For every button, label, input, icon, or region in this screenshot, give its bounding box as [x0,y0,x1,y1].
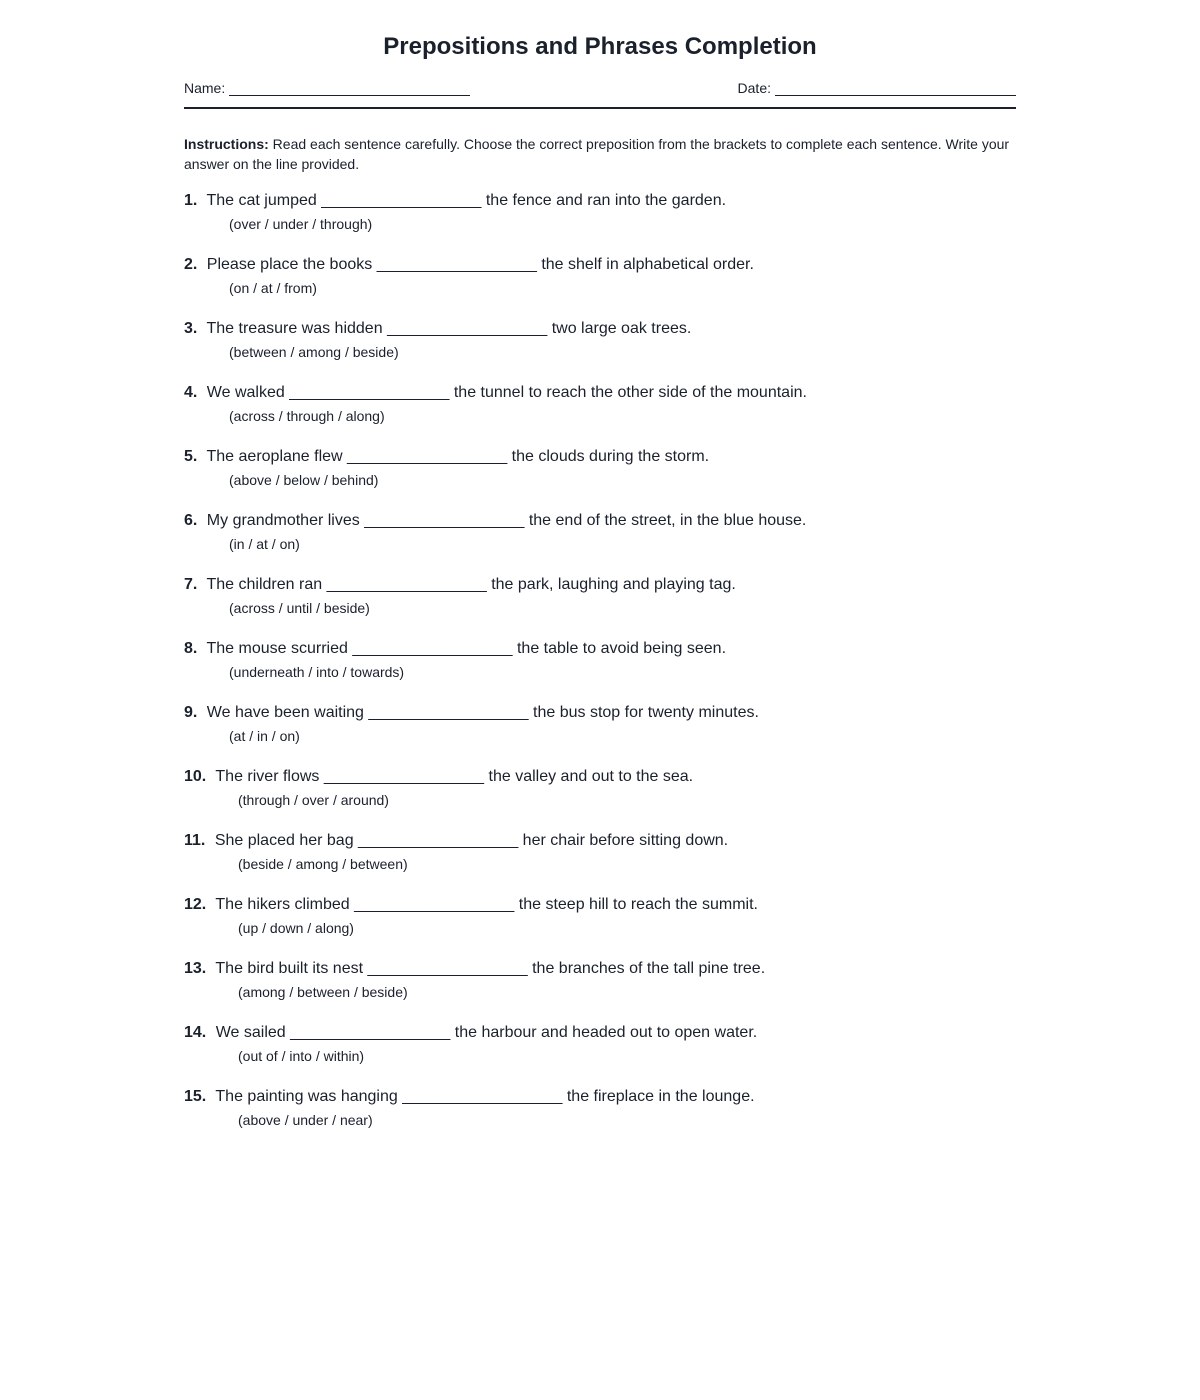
answer-options: (above / under / near) [238,1112,373,1128]
question-text-before: Please place the books [206,256,373,273]
question-text-after: the fence and ran into the garden. [485,192,727,209]
question-text-before: The hikers climbed [215,896,350,913]
question-item [184,894,1016,958]
question-number: 10. [184,768,207,785]
answer-blank[interactable]: __________________ [367,960,528,977]
question-text-after: two large oak trees. [551,320,692,337]
question-text-after: her chair before sitting down. [522,832,729,849]
question-number: 9. [184,704,198,721]
question-text-before: The painting was hanging [215,1088,398,1105]
header-fields [184,80,1016,100]
question-text-before: The aeroplane flew [206,448,343,465]
question-number: 12. [184,896,207,913]
header-divider [184,107,1016,109]
question-text-before: The cat jumped [206,192,317,209]
question-text-after: the branches of the tall pine tree. [532,960,766,977]
answer-blank[interactable]: __________________ [364,512,525,529]
instructions-label: Instructions: [184,136,269,152]
answer-options: (among / between / beside) [238,984,408,1000]
name-field[interactable] [184,80,470,96]
answer-blank[interactable]: __________________ [326,576,487,593]
question-number: 1. [184,192,198,209]
instructions-text: Read each sentence carefully. Choose the correct preposition from the brackets to complete each sentence. Write your answer on the line provided. [184,136,1010,172]
question-text-after: the park, laughing and playing tag. [491,576,736,593]
question-text-after: the tunnel to reach the other side of the mountain. [453,384,807,401]
question-number: 11. [184,832,206,849]
question-item [184,510,1016,574]
question-text-after: the steep hill to reach the summit. [518,896,758,913]
question-text-after: the end of the street, in the blue house. [528,512,807,529]
name-label: Name: [184,80,226,96]
question-text-before: We sailed [215,1024,286,1041]
name-input-line[interactable] [229,81,470,96]
answer-options: (across / until / beside) [229,600,370,616]
answer-blank[interactable]: __________________ [387,320,548,337]
answer-blank[interactable]: __________________ [289,384,450,401]
question-number: 6. [184,512,198,529]
question-number: 4. [184,384,198,401]
question-item [184,830,1016,894]
question-text-before: The mouse scurried [206,640,348,657]
answer-options: (at / in / on) [229,728,300,744]
question-text-after: the clouds during the storm. [511,448,710,465]
question-item [184,318,1016,382]
question-text-before: The river flows [215,768,320,785]
question-number: 2. [184,256,198,273]
question-number: 3. [184,320,198,337]
question-text-after: the fireplace in the lounge. [566,1088,755,1105]
answer-options: (between / among / beside) [229,344,399,360]
date-input-line[interactable] [775,81,1016,96]
answer-options: (in / at / on) [229,536,300,552]
question-item [184,638,1016,702]
answer-options: (above / below / behind) [229,472,379,488]
answer-options: (over / under / through) [229,216,373,232]
page-title: Prepositions and Phrases Completion [383,33,817,60]
question-item [184,1086,1016,1150]
answer-blank[interactable]: __________________ [376,256,537,273]
question-text-before: She placed her bag [214,832,354,849]
question-text-before: The treasure was hidden [206,320,383,337]
question-item [184,766,1016,830]
answer-options: (out of / into / within) [238,1048,365,1064]
date-field[interactable] [738,80,1016,96]
answer-blank[interactable]: __________________ [354,896,515,913]
answer-options: (on / at / from) [229,280,317,296]
question-item [184,574,1016,638]
question-text-before: My grandmother lives [206,512,360,529]
answer-blank[interactable]: __________________ [352,640,513,657]
answer-options: (through / over / around) [238,792,389,808]
question-item [184,958,1016,1022]
question-text-before: The bird built its nest [215,960,364,977]
answer-blank[interactable]: __________________ [358,832,519,849]
question-number: 13. [184,960,207,977]
question-text-after: the table to avoid being seen. [516,640,727,657]
question-item [184,1022,1016,1086]
answer-blank[interactable]: __________________ [323,768,485,785]
question-item [184,190,1016,254]
answer-options: (across / through / along) [229,408,385,424]
answer-options: (underneath / into / towards) [229,664,405,680]
question-text-after: the shelf in alphabetical order. [541,256,754,273]
instructions [184,134,1016,174]
answer-blank[interactable]: __________________ [368,704,529,721]
question-number: 14. [184,1024,207,1041]
question-item [184,446,1016,510]
question-text-before: We walked [206,384,285,401]
answer-options: (beside / among / between) [238,856,408,872]
answer-blank[interactable]: __________________ [290,1024,451,1041]
question-text-before: The children ran [206,576,323,593]
answer-blank[interactable]: __________________ [402,1088,563,1105]
question-number: 7. [184,576,198,593]
question-item [184,382,1016,446]
question-item [184,702,1016,766]
question-text-after: the bus stop for twenty minutes. [533,704,759,721]
question-number: 8. [184,640,198,657]
date-label: Date: [737,80,771,96]
question-number: 15. [184,1088,207,1105]
answer-blank[interactable]: __________________ [321,192,482,209]
question-text-before: We have been waiting [206,704,364,721]
question-text-after: the valley and out to the sea. [488,768,694,785]
question-item [184,254,1016,318]
question-number: 5. [184,448,198,465]
question-list [184,190,1016,1150]
answer-blank[interactable]: __________________ [347,448,508,465]
question-text-after: the harbour and headed out to open water. [454,1024,758,1041]
answer-options: (up / down / along) [238,920,354,936]
